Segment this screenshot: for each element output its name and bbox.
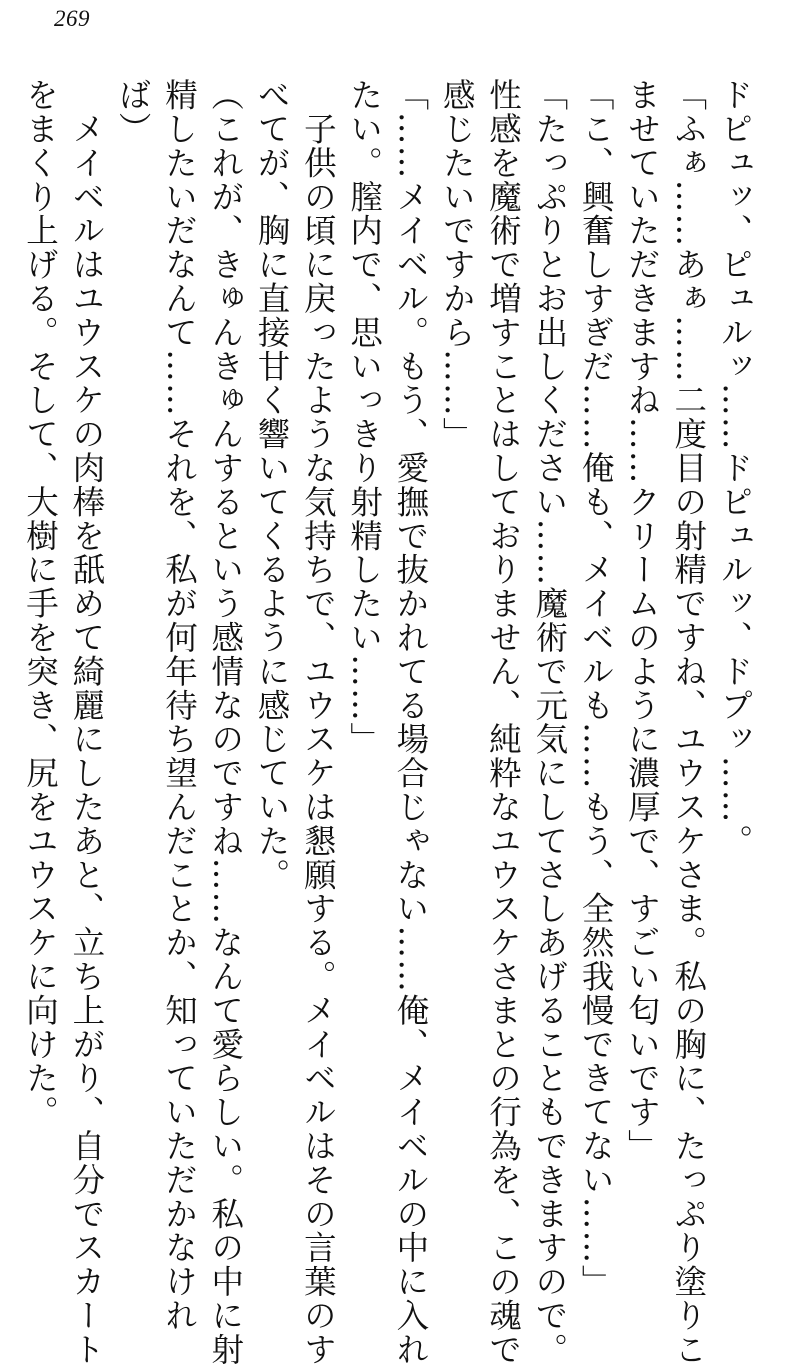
text-line: 性感を魔術で増すことはしておりません、純粋なユウスケさまとの行為を、この魂で [484,78,523,1366]
text-line: ば） [114,78,153,146]
text-line: たい。膣内で、思いっきり射精したい……」 [345,78,384,756]
page-number: 269 [54,6,90,31]
text-line: 子供の頃に戻ったような気持ちで、ユウスケは懇願する。メイベルはその言葉のす [299,78,338,1366]
body-text [17,78,758,1366]
text-line: 「こ、興奮しすぎだ……俺も、メイベルも……もう、全然我慢できてない……」 [577,78,616,1299]
text-line: をまくり上げる。そして、大樹に手を突き、尻をユウスケに向けた。 [21,78,60,1129]
text-line: ませていただきますね……クリームのように濃厚で、すごい匂いです」 [623,78,662,1163]
text-line: （これが、きゅんきゅんするという感情なのですね……なんて愛らしい。私の中に射 [206,78,245,1366]
text-line: メイベルはユウスケの肉棒を舐めて綺麗にしたあと、立ち上がり、自分でスカート [67,78,106,1366]
text-line: 「……メイベル。もう、愛撫で抜かれてる場合じゃない……俺、メイベルの中に入れ [391,78,430,1366]
text-line: 感じたいですから……」 [438,78,477,451]
text-line: 精したいだなんて……それを、私が何年待ち望んだことか、知っていただかなけれ [160,78,199,1333]
text-line: べてが、胸に直接甘く響いてくるように感じていた。 [253,78,292,892]
text-line: 「たっぷりとお出しください……魔術で元気にしてさしあげることもできますので。 [530,78,569,1366]
text-line: ドピュッ、ピュルッ……ドピュルッ、ドプッ……。 [716,78,754,858]
text-line: 「ふぁ……あぁ……二度目の射精ですね、ユウスケさま。私の胸に、たっぷり塗りこ [669,78,708,1366]
